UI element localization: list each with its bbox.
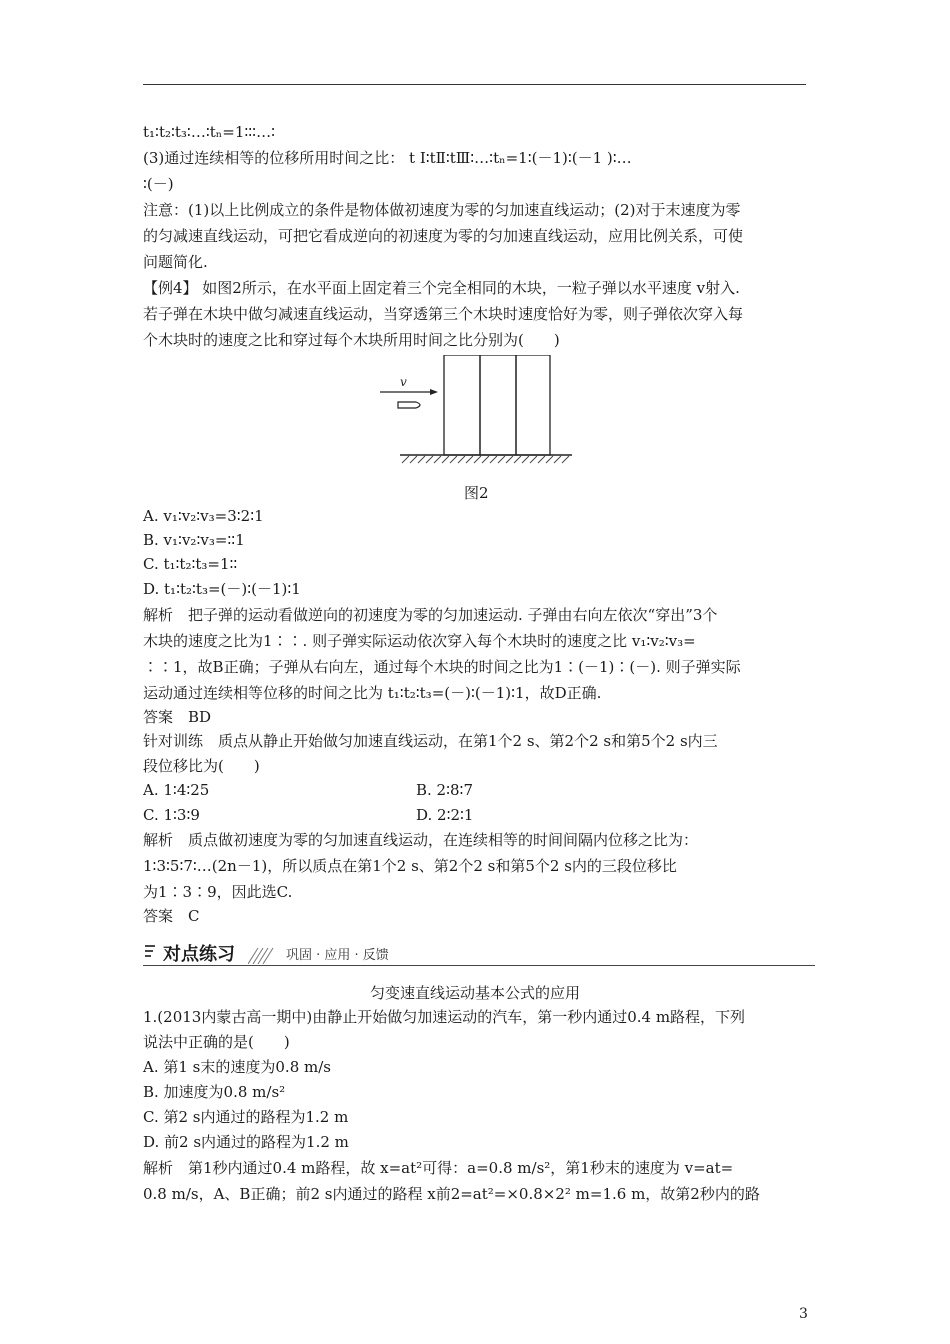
- text-line: ∶(－): [143, 175, 174, 193]
- training-option-b: B. 2∶8∶7: [416, 781, 473, 799]
- section-subtitle: 巩固 · 应用 · 反馈: [286, 948, 389, 963]
- training-analysis: 1∶3∶5∶7∶…(2n－1)，所以质点在第1个2 s、第2个2 s和第5个2 s内的三段位移比: [143, 857, 677, 875]
- q1-analysis: 解析 第1秒内通过0.4 m路程，故 x=at²可得：a=0.8 m/s²，第1秒末的速度为 v=at=: [143, 1159, 734, 1177]
- bullet-icon: [398, 402, 420, 408]
- q1-option-b: B. 加速度为0.8 m/s²: [143, 1083, 286, 1101]
- wood-block-3: [516, 355, 550, 455]
- text-line: 注意：(1)以上比例成立的条件是物体做初速度为零的匀加速直线运动；(2)对于末速度为零: [143, 201, 741, 219]
- training-option-c: C. 1∶3∶9: [143, 806, 200, 824]
- training-line: 段位移比为( ): [143, 757, 260, 775]
- analysis-line: 运动通过连续相等位移的时间之比为 t₁∶t₂∶t₃=(－)∶(－1)∶1，故D正确.: [143, 684, 602, 702]
- analysis-line: ∶∶1，故B正确；子弹从右向左，通过每个木块的时间之比为1∶(－1)∶(－). 则子弹实际: [143, 658, 741, 676]
- velocity-label: v: [400, 375, 407, 389]
- training-option-d: D. 2∶2∶1: [416, 806, 474, 824]
- analysis-line: 木块的速度之比为1∶∶. 则子弹实际运动依次穿入每个木块时的速度之比 v₁∶v₂∶v₃=: [143, 632, 696, 650]
- arrowhead-icon: [430, 389, 438, 395]
- wood-block-2: [480, 355, 516, 455]
- question-line: 1.(2013内蒙古高一期中)由静止开始做匀加速运动的汽车，第一秒内通过0.4 m路程，下列: [143, 1008, 746, 1026]
- example-heading: 【例4】 如图2所示，在水平面上固定着三个完全相同的木块，一粒子弹以水平速度 v射入.: [143, 279, 740, 297]
- text-line: 的匀减速直线运动，可把它看成逆向的初速度为零的匀加速直线运动，应用比例关系，可使: [143, 227, 744, 245]
- q1-option-d: D. 前2 s内通过的路程为1.2 m: [143, 1133, 349, 1151]
- option-a: A. v₁∶v₂∶v₃=3∶2∶1: [143, 507, 264, 525]
- q1-option-c: C. 第2 s内通过的路程为1.2 m: [143, 1108, 349, 1126]
- q1-option-a: A. 第1 s末的速度为0.8 m/s: [143, 1058, 331, 1076]
- analysis-line: 解析 把子弹的运动看做逆向的初速度为零的匀加速运动. 子弹由右向左依次“穿出”3个: [143, 606, 718, 624]
- text-line: (3)通过连续相等的位移所用时间之比： t Ⅰ∶tⅡ∶tⅢ∶…∶tₙ=1∶(－1)∶(－1 )∶…: [143, 149, 632, 167]
- wood-block-1: [444, 355, 480, 455]
- text-line: 问题简化.: [143, 253, 208, 271]
- figure-caption: 图2: [464, 484, 489, 502]
- subsection-title: 匀变速直线运动基本公式的应用: [369, 984, 580, 1002]
- training-analysis: 为1∶3∶9，因此选C.: [143, 883, 293, 901]
- section-title: 对点练习: [163, 944, 235, 965]
- text-line: t₁∶t₂∶t₃∶…∶tₙ=1∶∶∶…∶: [143, 123, 275, 141]
- section-rule: [143, 965, 815, 966]
- training-line: 针对训练 质点从静止开始做匀加速直线运动，在第1个2 s、第2个2 s和第5个2 s内三: [143, 732, 718, 750]
- hatch-decoration-icon: [248, 944, 274, 964]
- section-banner: [143, 938, 815, 968]
- bullet-blocks-figure: [378, 355, 574, 465]
- text-line: 若子弹在木块中做匀减速直线运动，当穿透第三个木块时速度恰好为零，则子弹依次穿入每: [143, 305, 744, 323]
- header-rule: [143, 84, 806, 85]
- question-line: 说法中正确的是( ): [143, 1033, 290, 1051]
- training-answer: 答案 C: [143, 907, 200, 925]
- option-c: C. t₁∶t₂∶t₃=1∶∶: [143, 555, 238, 573]
- ground-hatch: [402, 456, 569, 463]
- q1-analysis: 0.8 m/s，A、B正确；前2 s内通过的路程 x前2=at²=×0.8×2² m=1.6 m，故第2秒内的路: [143, 1185, 760, 1203]
- text-line: 个木块时的速度之比和穿过每个木块所用时间之比分别为( ): [143, 331, 560, 349]
- answer: 答案 BD: [143, 708, 212, 726]
- option-b: B. v₁∶v₂∶v₃=∶∶1: [143, 531, 245, 549]
- option-d: D. t₁∶t₂∶t₃=(－)∶(－1)∶1: [143, 580, 301, 598]
- section-marker-icon: [143, 942, 157, 962]
- page-number: 3: [799, 1306, 808, 1322]
- training-option-a: A. 1∶4∶25: [143, 781, 210, 799]
- training-analysis: 解析 质点做初速度为零的匀加速直线运动，在连续相等的时间间隔内位移之比为：: [143, 831, 699, 849]
